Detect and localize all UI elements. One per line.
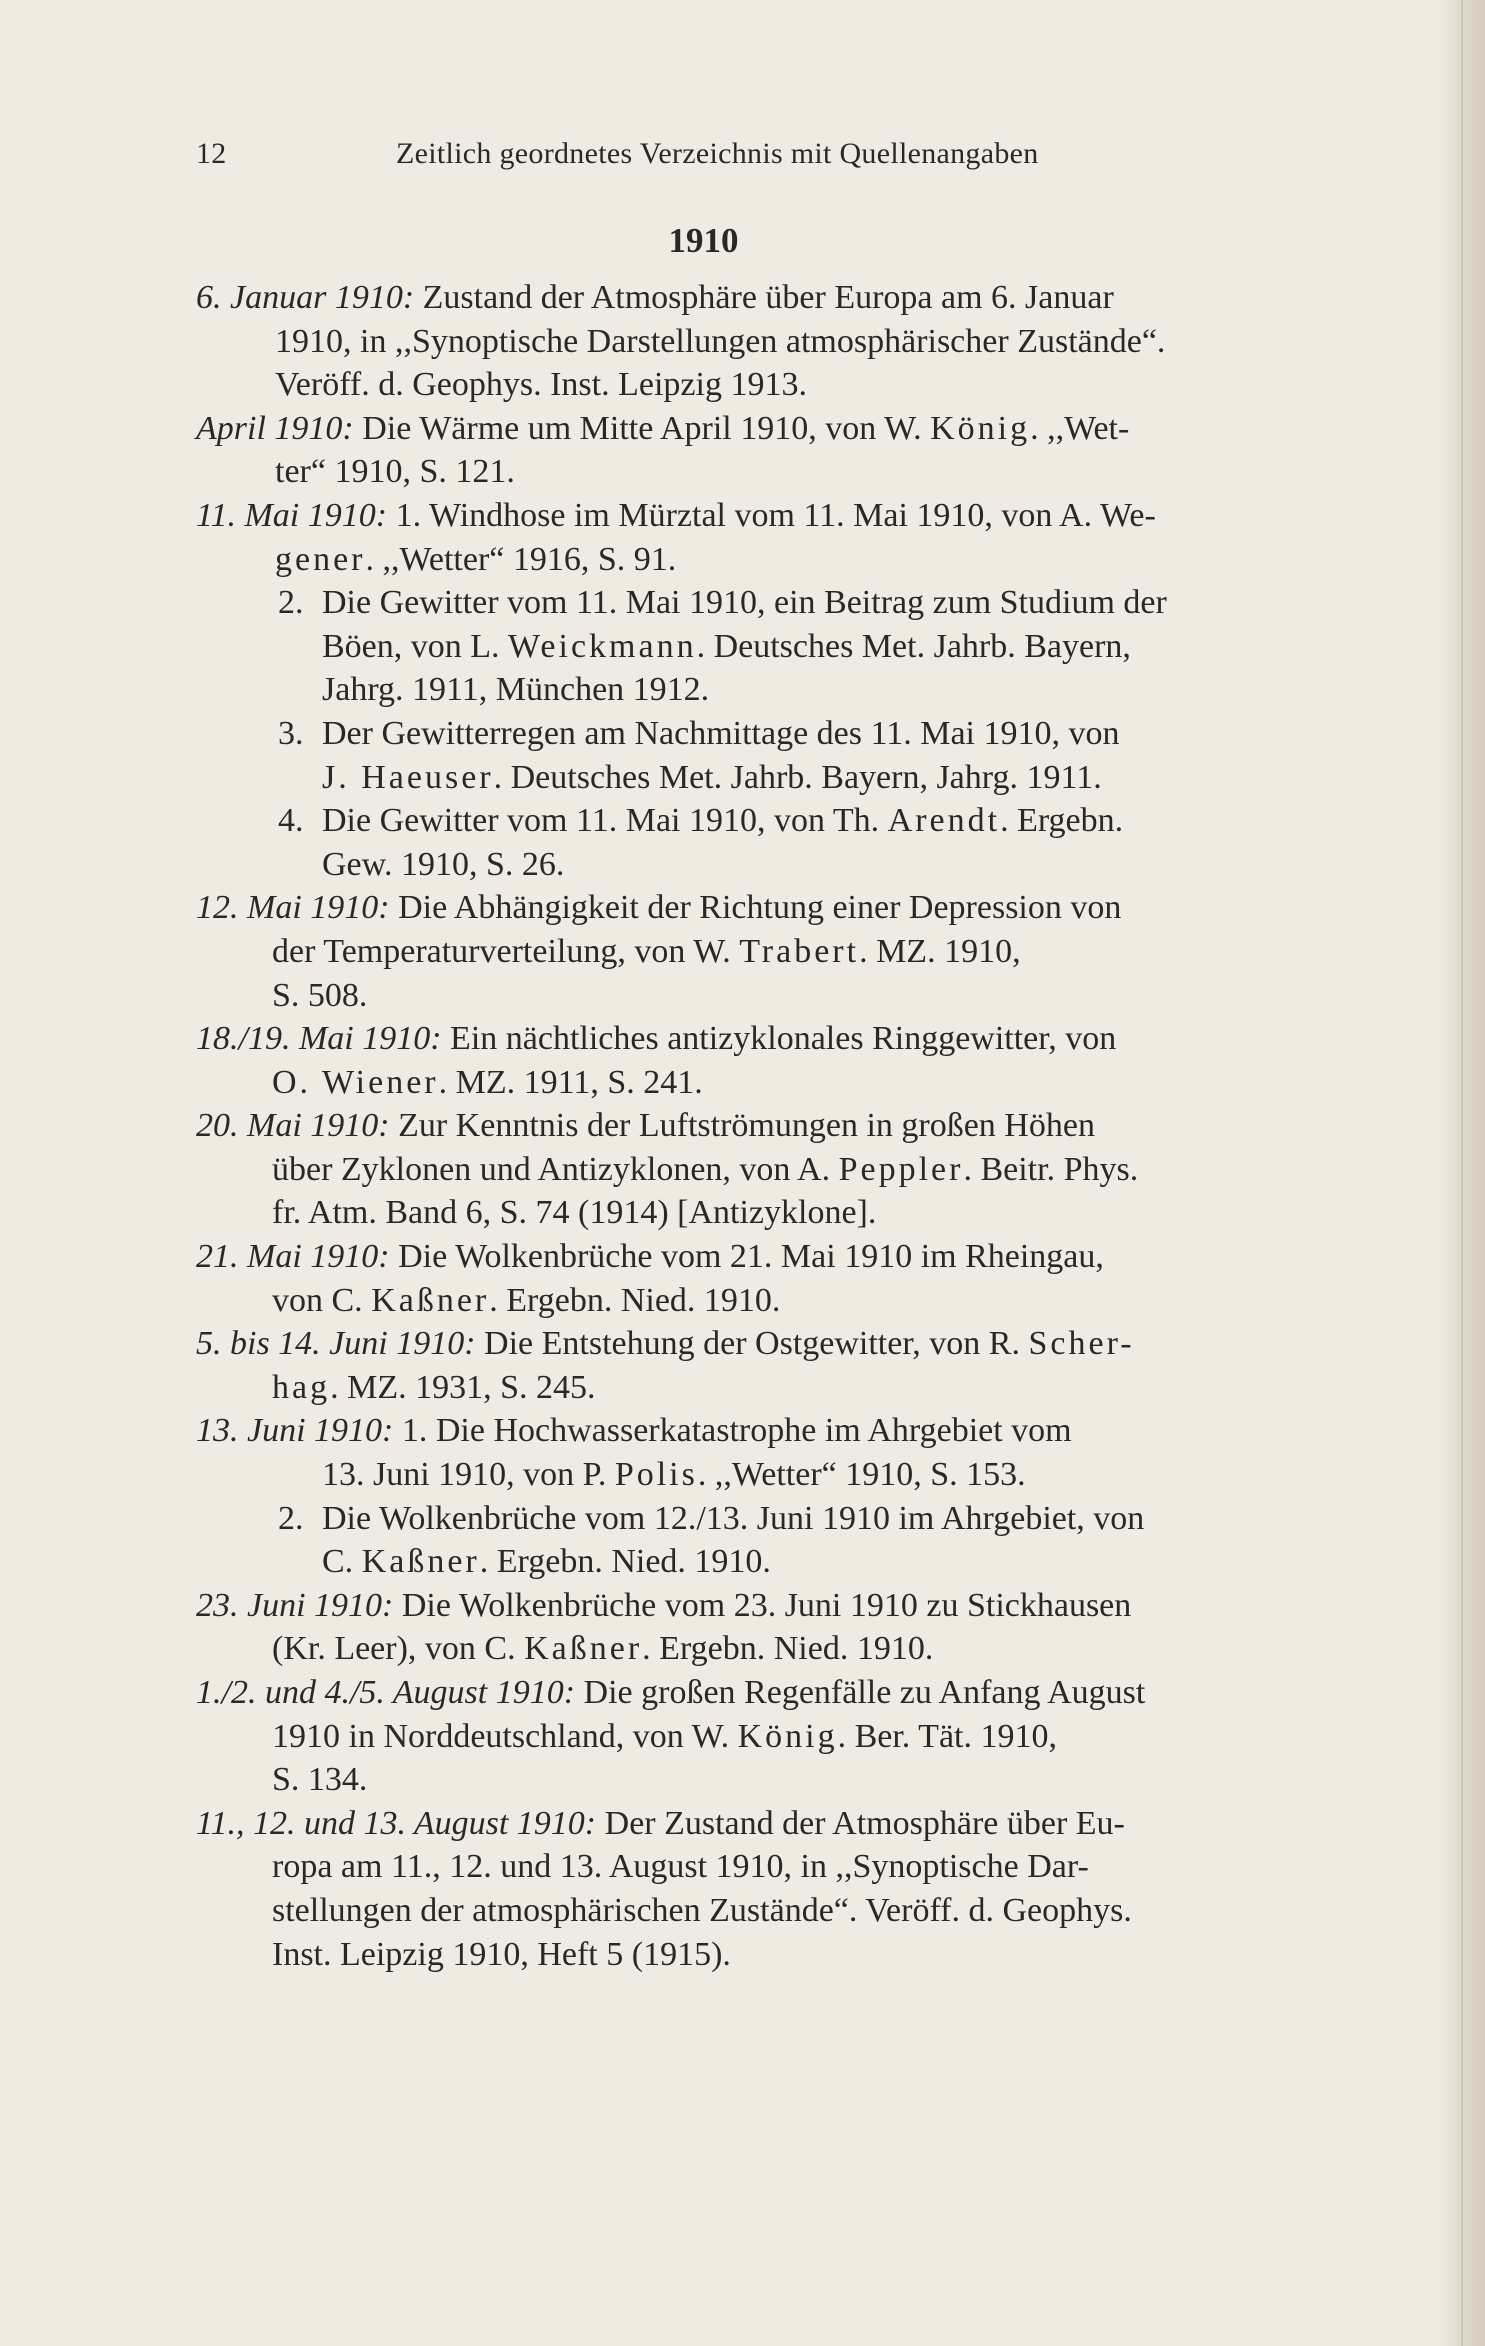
- entry-line: [196, 843, 1406, 887]
- entry-text: Zustand der Atmosphäre über Europa am 6. Januar: [414, 279, 1114, 316]
- entry-text: Die Wärme um Mitte April 1910, von W.: [353, 409, 931, 447]
- entry-text: Inst. Leipzig 1910, Heft 5 (1915).: [272, 1935, 731, 1973]
- entry-text: ropa am 11., 12. und 13. August 1910, in ,,Synoptische Dar-: [272, 1848, 1089, 1886]
- entry-line: [196, 1017, 1406, 1061]
- entry-text: (Kr. Leer), von C.: [272, 1630, 525, 1668]
- entry-text: Der Gewitterregen am Nachmittage des 11. Mai 1910, von: [322, 714, 1120, 752]
- entry-text: . MZ. 1911, S. 241.: [438, 1063, 703, 1101]
- entry-text: über Zyklonen und Antizyklonen, von A.: [272, 1150, 839, 1188]
- entry-text: 1. Windhose im Mürztal vom 11. Mai 1910, von A. We-: [387, 496, 1156, 534]
- entry-text: von C.: [272, 1281, 372, 1319]
- entry-line: [196, 1061, 1406, 1105]
- entry-text: fr. Atm. Band 6, S. 74 (1914) [Antizyklone].: [272, 1194, 877, 1232]
- entry-line: [196, 1279, 1406, 1323]
- entry-text: 1. Die Hochwasserkatastrophe im Ahrgebiet vom: [393, 1412, 1072, 1450]
- entry-list: [196, 276, 1406, 1976]
- entry-line: [196, 1409, 1406, 1453]
- entry-text: . Ber. Tät. 1910,: [837, 1717, 1057, 1755]
- entry-line: [196, 407, 1406, 451]
- year-heading: 1910: [668, 221, 739, 260]
- entry-text: 13. Juni 1910, von P.: [322, 1456, 615, 1494]
- entry-date: 12. Mai 1910:: [196, 889, 390, 927]
- entry-text: . Ergebn. Nied. 1910.: [479, 1543, 771, 1581]
- entry-text: 1910, in ,,Synoptische Darstellungen atmosphärischer Zustände“.: [275, 322, 1166, 360]
- entry-line: [196, 363, 1406, 407]
- entry-text: . Ergebn. Nied. 1910.: [642, 1630, 934, 1668]
- entry-date: 18./19. Mai 1910:: [196, 1020, 442, 1058]
- entry-author: Scher-: [1028, 1325, 1135, 1363]
- entry-line: [196, 1148, 1406, 1192]
- entry-author: Kaßner: [524, 1630, 643, 1668]
- entry-line: [196, 1627, 1406, 1671]
- page-edge-line: [1461, 0, 1463, 2346]
- entry-text: Die Abhängigkeit der Richtung einer Depression von: [389, 889, 1122, 927]
- entry-text: Die Entstehung der Ostgewitter, von R.: [475, 1325, 1029, 1363]
- entry-date: 6. Januar 1910:: [196, 279, 415, 316]
- entry-text: Gew. 1910, S. 26.: [322, 845, 565, 883]
- entry-line: [196, 1497, 1406, 1541]
- entry-line: [196, 1671, 1406, 1715]
- entry-text: S. 134.: [272, 1761, 368, 1799]
- entry-text: Die Wolkenbrüche vom 12./13. Juni 1910 im Ahrgebiet, von: [322, 1499, 1145, 1537]
- entry-text: . ,,Wetter“ 1916, S. 91.: [365, 540, 677, 578]
- entry-text: . MZ. 1910,: [859, 932, 1021, 970]
- entry-text: Zur Kenntnis der Luftströmungen in großen Höhen: [389, 1107, 1095, 1145]
- page-number: 12: [196, 137, 227, 170]
- entry-author: gener: [275, 540, 366, 578]
- entry-author: Kaßner: [361, 1543, 480, 1581]
- entry-line: [196, 276, 1406, 320]
- entry-number: 3.: [278, 714, 304, 752]
- entry-author: Polis: [614, 1456, 698, 1494]
- entry-line: [196, 712, 1406, 756]
- entry-date: 1./2. und 4./5. August 1910:: [196, 1674, 576, 1711]
- entry-date: 20. Mai 1910:: [196, 1107, 390, 1145]
- entry-text: Böen, von L.: [322, 627, 509, 665]
- entry-text: Der Zustand der Atmosphäre über Eu-: [596, 1804, 1125, 1842]
- entry-line: [196, 450, 1406, 494]
- entry-number: 4.: [278, 802, 304, 840]
- entry-line: [196, 1235, 1406, 1279]
- entry-line: [196, 625, 1406, 669]
- entry-line: [196, 1845, 1406, 1889]
- entry-line: [196, 930, 1406, 974]
- entry-author: König: [737, 1717, 838, 1755]
- entry-line: [196, 1715, 1406, 1759]
- entry-text: S. 508.: [272, 976, 368, 1014]
- entry-line: [196, 799, 1406, 843]
- entry-text: Ein nächtliches antizyklonales Ringgewitter, von: [441, 1020, 1117, 1058]
- entry-text: Veröff. d. Geophys. Inst. Leipzig 1913.: [275, 366, 807, 404]
- entry-text: Jahrg. 1911, München 1912.: [322, 671, 710, 709]
- entry-author: Peppler: [838, 1150, 964, 1188]
- entry-text: 1910 in Norddeutschland, von W.: [272, 1717, 738, 1755]
- entry-line: [196, 974, 1406, 1018]
- entry-date: 11. Mai 1910:: [196, 496, 388, 534]
- entry-date: April 1910:: [196, 409, 354, 447]
- entry-line: [196, 1453, 1406, 1497]
- entry-text: . Deutsches Met. Jahrb. Bayern, Jahrg. 1911.: [493, 758, 1102, 796]
- entry-date: 11., 12. und 13. August 1910:: [196, 1804, 597, 1842]
- entry-line: [196, 1540, 1406, 1584]
- entry-text: der Temperaturverteilung, von W.: [272, 932, 740, 970]
- entry-text: . Ergebn.: [1000, 802, 1124, 840]
- entry-text: Die Wolkenbrüche vom 23. Juni 1910 zu Stickhausen: [393, 1586, 1132, 1624]
- entry-line: [196, 756, 1406, 800]
- entry-text: stellungen der atmosphärischen Zustände“. Veröff. d. Geophys.: [272, 1891, 1132, 1929]
- entry-line: [196, 1322, 1406, 1366]
- entry-line: [196, 886, 1406, 930]
- entry-text: C.: [322, 1543, 362, 1581]
- entry-line: [196, 494, 1406, 538]
- entry-date: 13. Juni 1910:: [196, 1412, 394, 1450]
- entry-line: [196, 1104, 1406, 1148]
- entry-date: 23. Juni 1910:: [196, 1586, 394, 1624]
- entry-line: [196, 1802, 1406, 1846]
- entry-author: Trabert: [739, 932, 860, 970]
- running-head: [196, 134, 1211, 174]
- entry-line: [196, 538, 1406, 582]
- entry-line: [196, 668, 1406, 712]
- entry-text: Die Gewitter vom 11. Mai 1910, von Th.: [322, 802, 888, 840]
- entry-author: hag: [272, 1368, 331, 1406]
- entry-text: . ,,Wetter“ 1910, S. 153.: [697, 1456, 1026, 1494]
- entry-line: [196, 1758, 1406, 1802]
- entry-line: [196, 581, 1406, 625]
- entry-line: [196, 320, 1406, 364]
- entry-date: 21. Mai 1910:: [196, 1238, 390, 1276]
- entry-number: 2.: [278, 1499, 304, 1537]
- entry-number: 2.: [278, 584, 304, 622]
- entry-text: . ,,Wet-: [1030, 409, 1130, 447]
- entry-author: Arendt: [887, 802, 1001, 840]
- entry-text: . Beitr. Phys.: [963, 1150, 1139, 1188]
- entry-author: O. Wiener: [272, 1063, 439, 1101]
- entry-text: Die Wolkenbrüche vom 21. Mai 1910 im Rheingau,: [389, 1238, 1104, 1276]
- entry-author: Kaßner: [371, 1281, 490, 1319]
- entry-text: Die Gewitter vom 11. Mai 1910, ein Beitrag zum Studium der: [322, 584, 1167, 622]
- entry-text: . Deutsches Met. Jahrb. Bayern,: [696, 627, 1131, 665]
- entry-author: Weickmann: [508, 627, 697, 665]
- running-head-title: Zeitlich geordnetes Verzeichnis mit Quellenangaben: [396, 137, 1039, 170]
- entry-text: ter“ 1910, S. 121.: [275, 453, 515, 491]
- entry-author: J. Haeuser: [322, 758, 494, 796]
- entry-text: . MZ. 1931, S. 245.: [330, 1368, 596, 1406]
- entry-author: König: [930, 409, 1031, 447]
- entry-line: [196, 1584, 1406, 1628]
- entry-date: 5. bis 14. Juni 1910:: [196, 1325, 476, 1363]
- entry-text: . Ergebn. Nied. 1910.: [489, 1281, 781, 1319]
- entry-line: [196, 1191, 1406, 1235]
- entry-line: [196, 1889, 1406, 1933]
- entry-text: Die großen Regenfälle zu Anfang August: [575, 1674, 1146, 1711]
- entry-line: [196, 1366, 1406, 1410]
- entry-line: [196, 1933, 1406, 1977]
